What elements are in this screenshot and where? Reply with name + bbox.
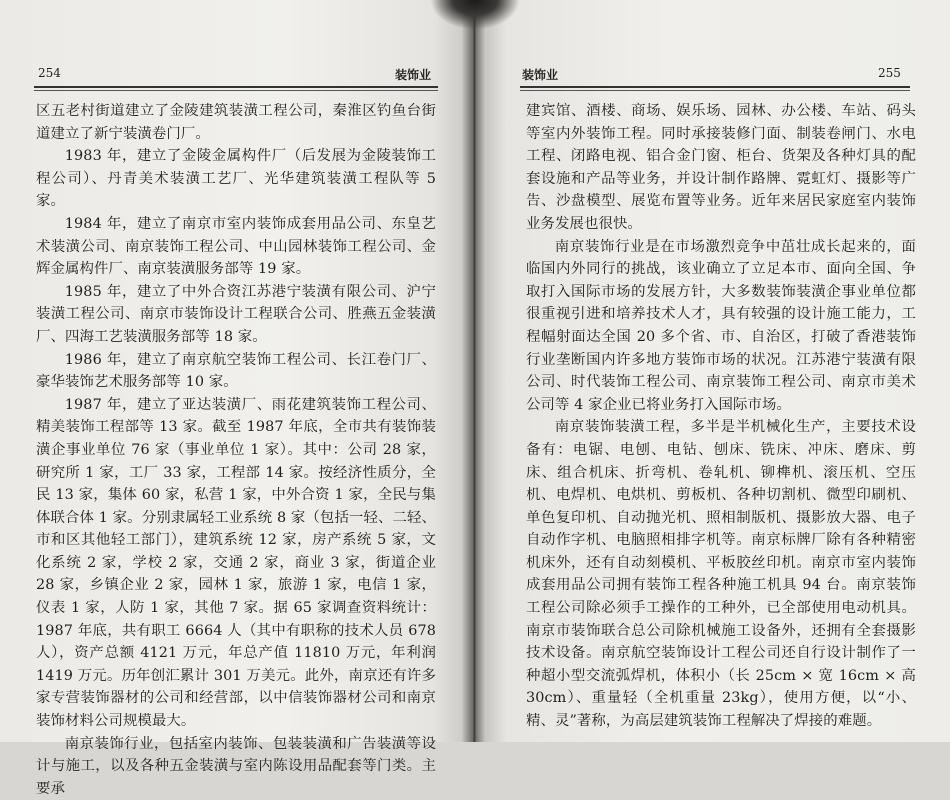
left-paragraph-1: 区五老村街道建立了金陵建筑装潢工程公司，秦淮区钓鱼台街道建立了新宁装潢卷门厂。	[36, 103, 436, 142]
book-gutter	[462, 0, 486, 742]
left-running-head: 装饰业	[395, 68, 432, 82]
spine-shadow	[430, 0, 520, 30]
right-paragraph-3: 南京装饰装潢工程，多半是半机械化生产，主要技术设备有：电锯、电刨、电钻、刨床、铣床、冲床、磨床、剪床、组合机床、折弯机、卷轧机、铆榫机、滚压机、空压机、电焊机、电烘机、剪板机、各种切割机、微型印刷机、单色复印机、自动抛光机、照相制版机、摄影放大器、电子自动作字机、电脑照相排字机等。南京标牌厂除有各种精密机床外，还有自动刻模机、平板胶丝印机。南京市室内装饰成套用品公司拥有装饰工程各种施工机具 94 台。南京装饰工程公司除必须手工操作的工种外，已全部使用电动机具。南京市装饰联合总公司除机械施工设备外，还拥有全套摄影技术设备。南京航空装饰设计工程公司还自行设计制作了一种超小型交流弧焊机，体积小（长 25cm × 宽 16cm × 高 30cm）、重量轻（全机重量 23kg），使用方便，以“小、精、灵”著称，为高层建筑装饰工程解决了焊接的难题。	[526, 419, 916, 730]
left-page	[0, 0, 470, 797]
right-page	[478, 0, 950, 742]
left-paragraph-6: 1987 年，建立了亚达装潢厂、雨花建筑装饰工程公司、精美装饰工程部等 13 家。截至 1987 年底，全市共有装饰装潢企事业单位 76 家（事业单位 1 家）。其中：公司 28 家，研究所 1 家，工厂 33 家，工程部 14 家。按经济性质分，全民 13 家，集体 60 家，私营 1 家，中外合资 1 家，全民与集体联合体 1 家。分别隶属轻工业系统 8 家（包括一轻、二轻、市和区其他轻工部门），建筑系统 12 家，房产系统 5 家，文化系统 2 家，学校 2 家，交通 2 家，商业 3 家，街道企业 28 家，乡镇企业 2 家，园林 1 家，旅游 1 家，电信 1 家，仪表 1 家，人防 1 家，其他 7 家。据 65 家调查资料统计：1987 年底，共有职工 6664 人（其中有职称的技术人员 678 人），资产总额 4121 万元，年总产值 11810 万元，年利润 1419 万元。历年创汇累计 301 万美元。此外，南京还有许多家专营装饰器材的公司和经营部，以中信装饰器材公司和南京装饰材料公司规模最大。	[36, 396, 436, 730]
right-page-number: 255	[878, 66, 901, 80]
left-paragraph-4: 1985 年，建立了中外合资江苏港宁装潢有限公司、沪宁装潢工程公司、南京市装饰设计工程联合公司、胜燕五金装潢厂、四海工艺装潢服务部等 18 家。	[36, 283, 436, 345]
right-paragraph-1: 建宾馆、酒楼、商场、娱乐场、园林、办公楼、车站、码头等室内外装饰工程。同时承接装修门面、制装卷闸门、水电工程、闭路电视、铝合金门窗、柜台、货架及各种灯具的配套设施和产品等业务，并设计制作路牌、霓虹灯、摄影等广告、沙盘模型、展览布置等业务。近年来居民家庭室内装饰业务发展也很快。	[526, 103, 916, 232]
left-paragraph-3: 1984 年，建立了南京市室内装饰成套用品公司、东皇艺术装潢公司、南京装饰工程公司、中山园林装饰工程公司、金辉金属构件厂、南京装潢服务部等 19 家。	[36, 215, 436, 278]
right-header-rule	[520, 86, 910, 88]
right-body-text	[526, 100, 916, 733]
left-page-number: 254	[38, 66, 61, 80]
right-running-head: 装饰业	[522, 68, 559, 82]
left-paragraph-2: 1983 年，建立了金陵金属构件厂（后发展为金陵装饰工程公司）、丹青美术装潢工艺厂、光华建筑装潢工程队等 5 家。	[36, 148, 436, 210]
left-header-rule	[34, 86, 438, 88]
right-paragraph-2: 南京装饰行业是在市场激烈竞争中茁壮成长起来的，面临国内外同行的挑战，该业确立了立足本市、面向全国、争取打入国际市场的发展方针，大多数装饰装潢企事业单位都很重视引进和培养技术人才，具有较强的设计施工能力，工程幅射面达全国 20 多个省、市、自治区，打破了香港装饰行业垄断国内许多地方装饰市场的状况。江苏港宁装潢有限公司、时代装饰工程公司、南京装饰工程公司、南京市美术公司等 4 家企业已将业务打入国际市场。	[526, 238, 916, 413]
left-body-text	[36, 100, 436, 800]
left-paragraph-7: 南京装饰行业，包括室内装饰、包装装潢和广告装潢等设计与施工，以及各种五金装潢与室内陈设用品配套等门类。主要承	[36, 735, 436, 797]
left-paragraph-5: 1986 年，建立了南京航空装饰工程公司、长江卷门厂、豪华装饰艺术服务部等 10 家。	[36, 351, 436, 391]
